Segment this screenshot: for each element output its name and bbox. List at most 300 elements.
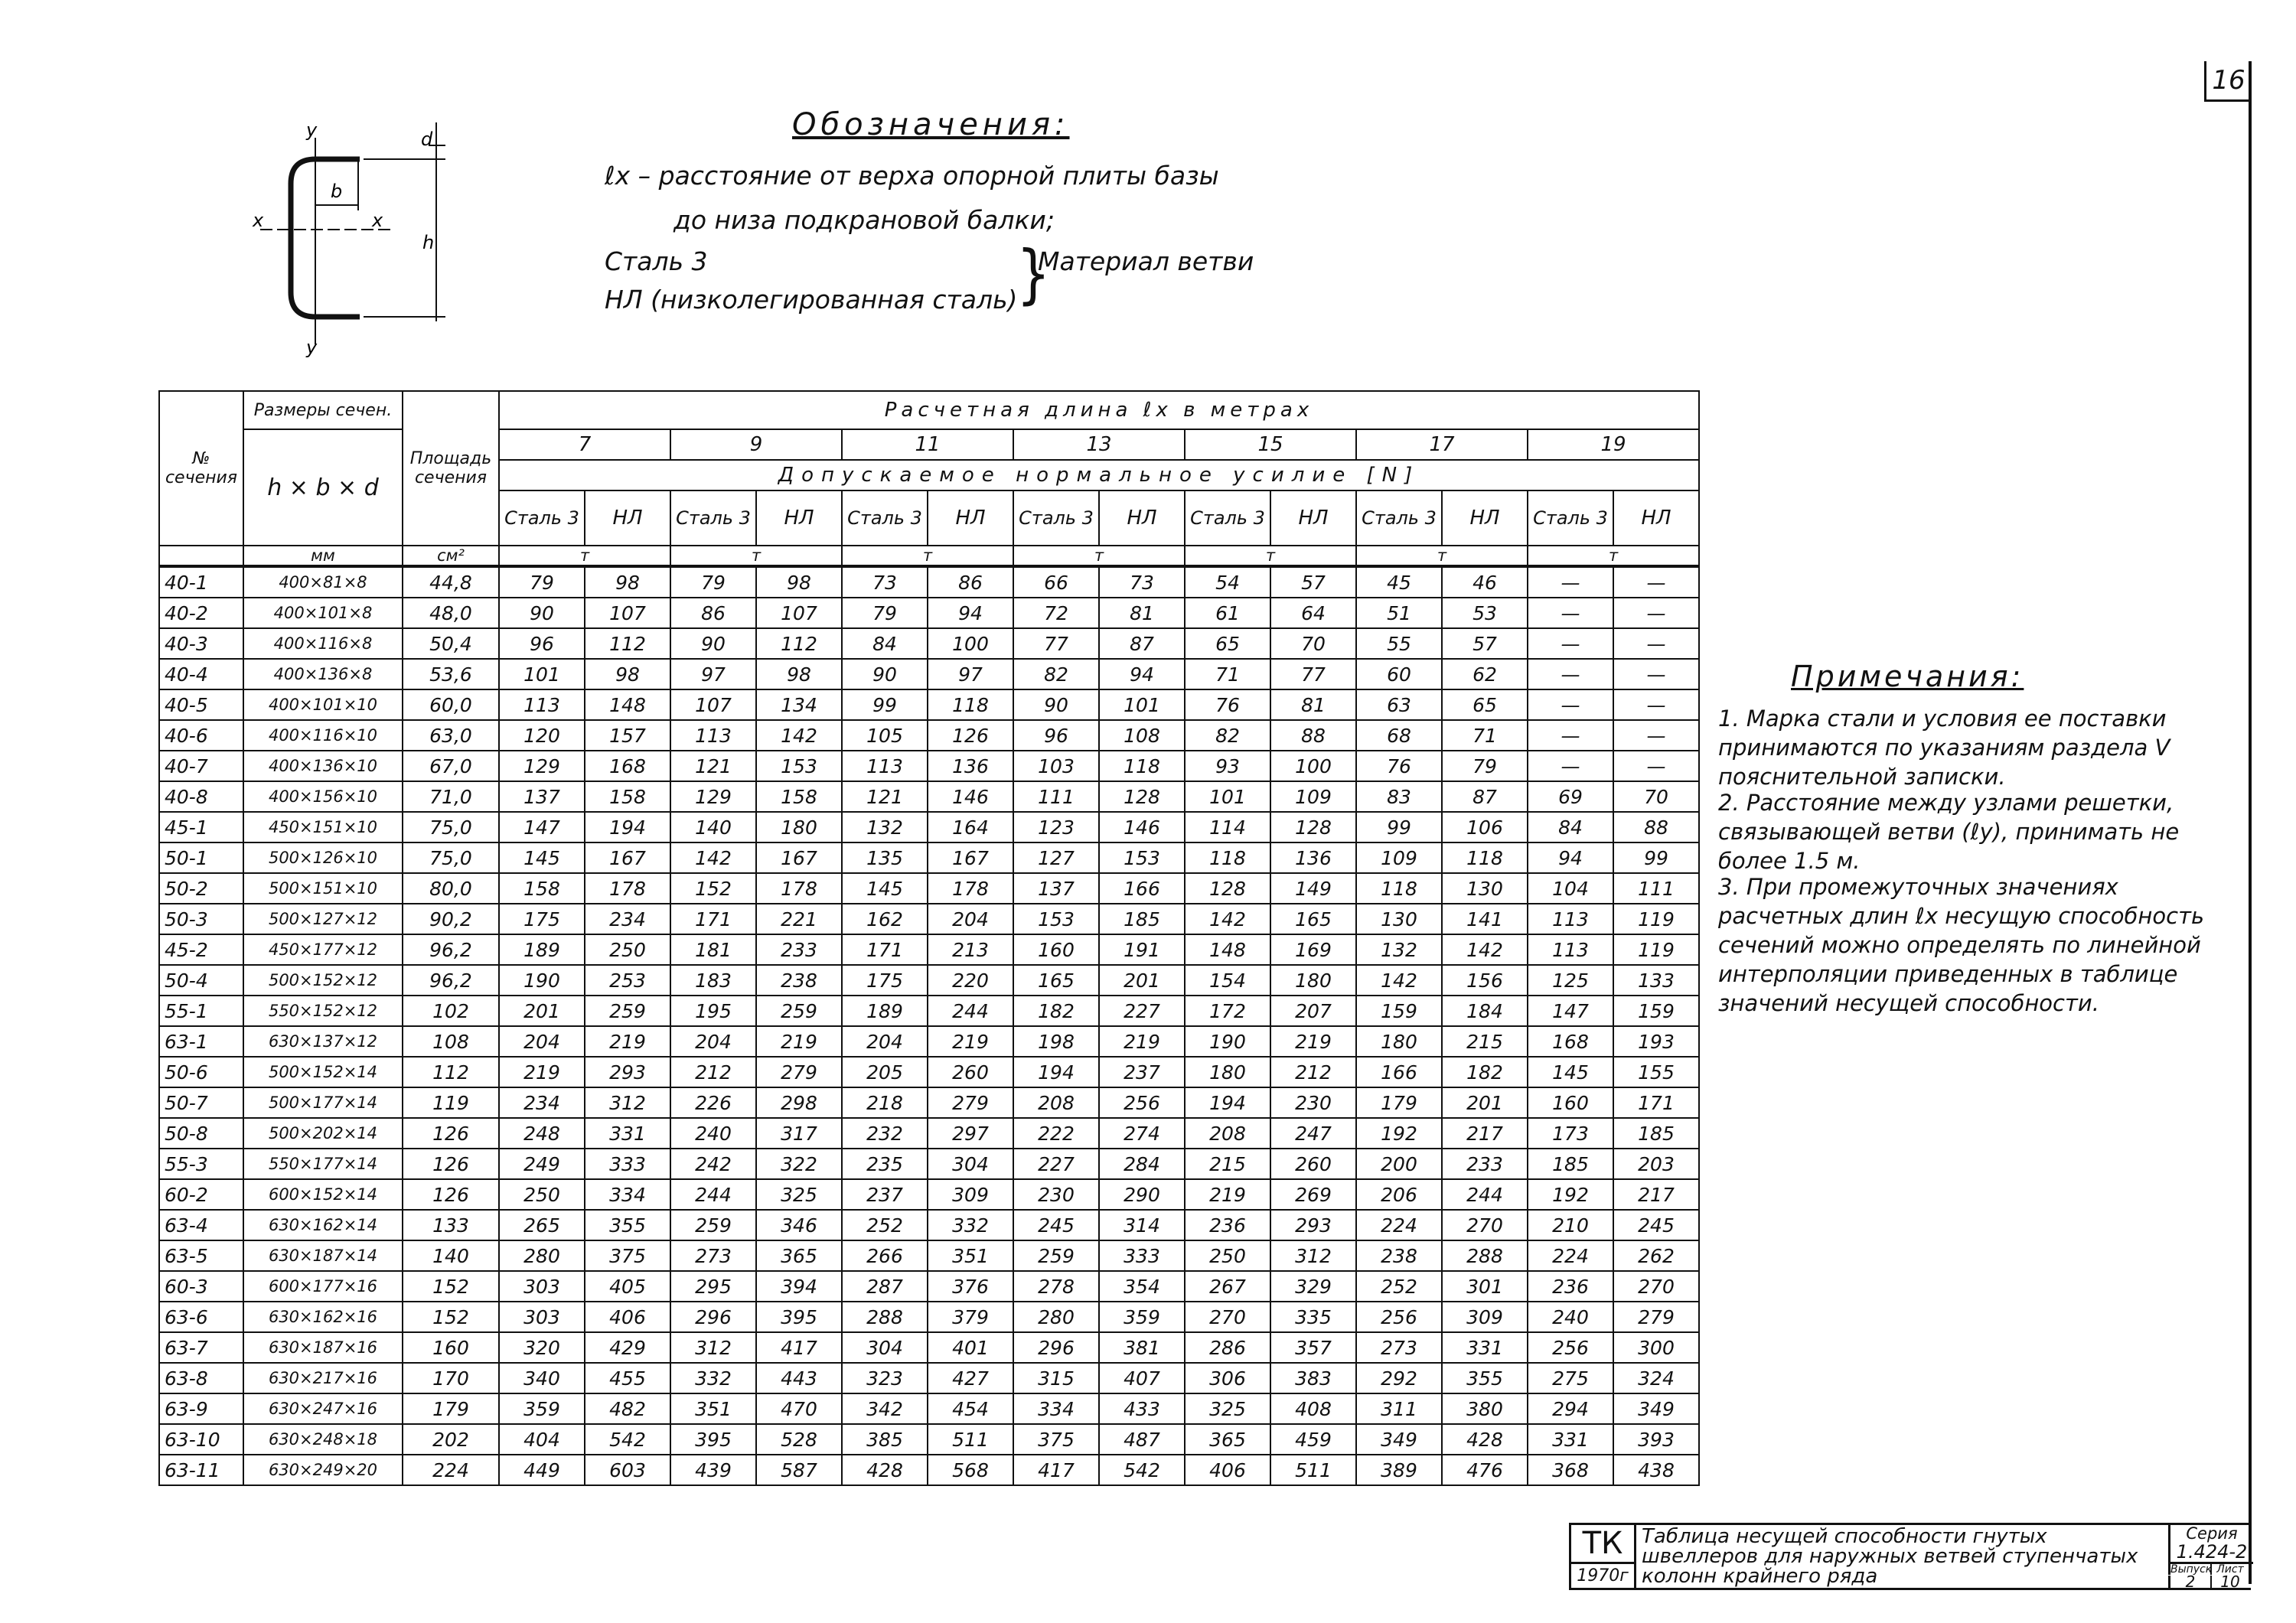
cell-area: 71,0 — [403, 781, 499, 812]
cell-force-value: 171 — [670, 904, 756, 934]
cell-force-value: 145 — [499, 842, 585, 873]
cell-section-no: 40-2 — [159, 598, 243, 628]
cell-section-no: 63-6 — [159, 1302, 243, 1332]
notes-title: Примечания: — [1791, 660, 2024, 693]
cell-force-value: 164 — [928, 812, 1013, 842]
table-row — [159, 1026, 1699, 1057]
figure-label-b: b — [331, 181, 343, 202]
cell-force-value: 357 — [1270, 1332, 1356, 1363]
cell-force-value: 171 — [1613, 1087, 1699, 1118]
cell-force-value: 107 — [585, 598, 670, 628]
table-row — [159, 1149, 1699, 1179]
header-len-11: 11 — [842, 429, 1013, 460]
table-row — [159, 1302, 1699, 1332]
cell-force-value: 334 — [1013, 1393, 1099, 1424]
cell-force-value: 99 — [1613, 842, 1699, 873]
header-steel3: Сталь 3 — [499, 490, 585, 546]
cell-force-value: 178 — [585, 873, 670, 904]
cell-force-value: 259 — [585, 996, 670, 1026]
legend-line-lx: ℓx – расстояние от верха опорной плиты базы — [605, 161, 1219, 191]
cell-force-value: 333 — [585, 1149, 670, 1179]
cell-force-value: 81 — [1270, 689, 1356, 720]
cell-force-value: 158 — [585, 781, 670, 812]
cell-force-value: 158 — [499, 873, 585, 904]
cell-force-value: 252 — [842, 1210, 928, 1240]
cell-force-value: 160 — [1013, 934, 1099, 965]
cell-force-value: 189 — [842, 996, 928, 1026]
cell-force-value: 179 — [1356, 1087, 1442, 1118]
cell-force-value: 82 — [1013, 659, 1099, 689]
cell-force-value: 127 — [1013, 842, 1099, 873]
cell-force-value: 69 — [1528, 781, 1613, 812]
title-block-series-label: Серия — [2168, 1525, 2253, 1542]
cell-force-value: 256 — [1099, 1087, 1185, 1118]
cell-force-value: 389 — [1356, 1455, 1442, 1485]
cell-force-value: 294 — [1528, 1393, 1613, 1424]
cell-size: 630×249×20 — [243, 1455, 403, 1485]
cell-force-value: 325 — [756, 1179, 842, 1210]
cell-force-value: 133 — [1613, 965, 1699, 996]
cell-force-value: 66 — [1013, 566, 1099, 598]
cell-force-value: 130 — [1356, 904, 1442, 934]
cell-force-value: 87 — [1442, 781, 1528, 812]
cell-area: 224 — [403, 1455, 499, 1485]
cell-force-value: 204 — [670, 1026, 756, 1057]
cell-force-value: 314 — [1099, 1210, 1185, 1240]
cell-force-value: 46 — [1442, 566, 1528, 598]
cell-force-value: 404 — [499, 1424, 585, 1455]
cell-force-value: 146 — [1099, 812, 1185, 842]
title-block-tk: ТК — [1571, 1525, 1636, 1564]
cell-force-value: 51 — [1356, 598, 1442, 628]
cell-force-value: 288 — [1442, 1240, 1528, 1271]
cell-force-value: 88 — [1613, 812, 1699, 842]
legend-brace: } — [1016, 236, 1051, 312]
cell-force-value: — — [1528, 689, 1613, 720]
table-row — [159, 965, 1699, 996]
cell-force-value: 346 — [756, 1210, 842, 1240]
cell-force-value: 201 — [499, 996, 585, 1026]
cell-force-value: 470 — [756, 1393, 842, 1424]
cell-section-no: 55-3 — [159, 1149, 243, 1179]
cell-force-value: 227 — [1099, 996, 1185, 1026]
table-row — [159, 1179, 1699, 1210]
cell-force-value: 100 — [928, 628, 1013, 659]
cell-force-value: 379 — [928, 1302, 1013, 1332]
cell-force-value: 217 — [1442, 1118, 1528, 1149]
cell-area: 44,8 — [403, 566, 499, 598]
cell-force-value: 142 — [1356, 965, 1442, 996]
cell-force-value: 94 — [1099, 659, 1185, 689]
cell-force-value: 167 — [928, 842, 1013, 873]
cell-area: 108 — [403, 1026, 499, 1057]
cell-force-value: — — [1528, 628, 1613, 659]
cell-force-value: 249 — [499, 1149, 585, 1179]
cell-force-value: 331 — [1528, 1424, 1613, 1455]
cell-force-value: 215 — [1185, 1149, 1270, 1179]
cell-force-value: 198 — [1013, 1026, 1099, 1057]
cell-size: 400×101×10 — [243, 689, 403, 720]
cell-force-value: 303 — [499, 1271, 585, 1302]
cell-force-value: 219 — [1270, 1026, 1356, 1057]
cell-section-no: 40-4 — [159, 659, 243, 689]
cell-force-value: 57 — [1270, 566, 1356, 598]
cell-force-value: 203 — [1613, 1149, 1699, 1179]
figure-label-y-top: y — [306, 119, 318, 141]
cell-section-no: 60-3 — [159, 1271, 243, 1302]
cell-force-value: 136 — [1270, 842, 1356, 873]
cell-force-value: 65 — [1442, 689, 1528, 720]
cell-force-value: 168 — [585, 751, 670, 781]
cell-force-value: 256 — [1528, 1332, 1613, 1363]
cell-force-value: 300 — [1613, 1332, 1699, 1363]
cell-force-value: 244 — [1442, 1179, 1528, 1210]
cell-force-value: 192 — [1528, 1179, 1613, 1210]
cell-force-value: 295 — [670, 1271, 756, 1302]
table-row — [159, 720, 1699, 751]
cell-size: 630×137×12 — [243, 1026, 403, 1057]
cell-force-value: 219 — [1099, 1026, 1185, 1057]
cell-force-value: 126 — [928, 720, 1013, 751]
cell-force-value: 290 — [1099, 1179, 1185, 1210]
cell-force-value: 129 — [499, 751, 585, 781]
cell-force-value: 256 — [1356, 1302, 1442, 1332]
cell-force-value: 206 — [1356, 1179, 1442, 1210]
cell-force-value: 98 — [756, 659, 842, 689]
cell-size: 400×81×8 — [243, 566, 403, 598]
cell-force-value: 159 — [1356, 996, 1442, 1026]
table-row — [159, 873, 1699, 904]
cell-force-value: 267 — [1185, 1271, 1270, 1302]
cell-force-value: 98 — [585, 659, 670, 689]
header-len-15: 15 — [1185, 429, 1356, 460]
table-row — [159, 812, 1699, 842]
cell-force-value: 405 — [585, 1271, 670, 1302]
cell-section-no: 50-2 — [159, 873, 243, 904]
cell-force-value: 195 — [670, 996, 756, 1026]
cell-force-value: 385 — [842, 1424, 928, 1455]
cell-force-value: 152 — [670, 873, 756, 904]
cell-area: 126 — [403, 1179, 499, 1210]
cell-force-value: 157 — [585, 720, 670, 751]
cell-force-value: 270 — [1185, 1302, 1270, 1332]
cell-force-value: 375 — [1013, 1424, 1099, 1455]
cell-force-value: 147 — [1528, 996, 1613, 1026]
cell-force-value: 315 — [1013, 1363, 1099, 1393]
cell-force-value: 97 — [670, 659, 756, 689]
cell-force-value: 417 — [1013, 1455, 1099, 1485]
cell-force-value: 98 — [756, 566, 842, 598]
cell-force-value: 511 — [1270, 1455, 1356, 1485]
cell-force-value: 148 — [1185, 934, 1270, 965]
cell-force-value: 142 — [1185, 904, 1270, 934]
cell-force-value: 274 — [1099, 1118, 1185, 1149]
unit-force: т — [1528, 546, 1699, 566]
cell-section-no: 63-1 — [159, 1026, 243, 1057]
cell-force-value: 109 — [1356, 842, 1442, 873]
cell-force-value: 244 — [928, 996, 1013, 1026]
cell-force-value: 334 — [585, 1179, 670, 1210]
cell-section-no: 63-4 — [159, 1210, 243, 1240]
cell-force-value: 192 — [1356, 1118, 1442, 1149]
cell-force-value: 219 — [928, 1026, 1013, 1057]
cell-section-no: 50-6 — [159, 1057, 243, 1087]
cell-force-value: 190 — [1185, 1026, 1270, 1057]
cell-section-no: 63-5 — [159, 1240, 243, 1271]
cell-force-value: 136 — [928, 751, 1013, 781]
cell-force-value: 96 — [1013, 720, 1099, 751]
cell-force-value: 132 — [842, 812, 928, 842]
cell-force-value: 82 — [1185, 720, 1270, 751]
cell-force-value: 146 — [928, 781, 1013, 812]
header-steel3: Сталь 3 — [1528, 490, 1613, 546]
cell-force-value: 312 — [585, 1087, 670, 1118]
cell-force-value: 130 — [1442, 873, 1528, 904]
table-row — [159, 904, 1699, 934]
cell-force-value: 303 — [499, 1302, 585, 1332]
cell-size: 500×127×12 — [243, 904, 403, 934]
cell-force-value: 351 — [928, 1240, 1013, 1271]
cell-force-value: 293 — [1270, 1210, 1356, 1240]
cell-force-value: 320 — [499, 1332, 585, 1363]
cell-force-value: 79 — [1442, 751, 1528, 781]
cell-area: 119 — [403, 1087, 499, 1118]
header-nl: НЛ — [1442, 490, 1528, 546]
cell-force-value: 278 — [1013, 1271, 1099, 1302]
cell-force-value: 476 — [1442, 1455, 1528, 1485]
note-1: 1. Марка стали и условия ее поставки принимаются по указаниям раздела V пояснительной записки. — [1718, 706, 2170, 790]
cell-force-value: 194 — [1013, 1057, 1099, 1087]
header-len-9: 9 — [670, 429, 842, 460]
legend-nl: НЛ (низколегированная сталь) — [605, 285, 1018, 314]
unit-size: мм — [243, 546, 403, 566]
cell-force-value: 408 — [1270, 1393, 1356, 1424]
cell-force-value: 204 — [842, 1026, 928, 1057]
cell-force-value: 182 — [1013, 996, 1099, 1026]
cell-force-value: 101 — [1099, 689, 1185, 720]
cell-size: 630×162×14 — [243, 1210, 403, 1240]
cell-force-value: 119 — [1613, 904, 1699, 934]
legend-title: Обозначения: — [792, 107, 1070, 142]
cell-section-no: 50-3 — [159, 904, 243, 934]
cell-force-value: 113 — [1528, 934, 1613, 965]
cell-force-value: 129 — [670, 781, 756, 812]
channel-section-figure — [230, 115, 475, 360]
cell-force-value: 141 — [1442, 904, 1528, 934]
cell-force-value: 331 — [1442, 1332, 1528, 1363]
cell-force-value: 148 — [585, 689, 670, 720]
unit-force: т — [670, 546, 842, 566]
cell-force-value: 433 — [1099, 1393, 1185, 1424]
cell-force-value: 232 — [842, 1118, 928, 1149]
cell-force-value: 247 — [1270, 1118, 1356, 1149]
cell-force-value: 417 — [756, 1332, 842, 1363]
header-nl: НЛ — [585, 490, 670, 546]
cell-force-value: 93 — [1185, 751, 1270, 781]
header-force: Допускаемое нормальное усилие [N] — [499, 460, 1699, 490]
cell-force-value: 183 — [670, 965, 756, 996]
capacity-table — [158, 390, 1700, 1486]
cell-force-value: 309 — [1442, 1302, 1528, 1332]
cell-force-value: 121 — [842, 781, 928, 812]
cell-force-value: 103 — [1013, 751, 1099, 781]
cell-force-value: 94 — [928, 598, 1013, 628]
cell-force-value: 135 — [842, 842, 928, 873]
cell-force-value: 587 — [756, 1455, 842, 1485]
cell-force-value: 542 — [585, 1424, 670, 1455]
cell-force-value: 301 — [1442, 1271, 1528, 1302]
cell-force-value: 166 — [1356, 1057, 1442, 1087]
cell-force-value: 221 — [756, 904, 842, 934]
cell-force-value: 335 — [1270, 1302, 1356, 1332]
header-nl: НЛ — [928, 490, 1013, 546]
cell-size: 630×217×16 — [243, 1363, 403, 1393]
header-nl: НЛ — [756, 490, 842, 546]
cell-force-value: 248 — [499, 1118, 585, 1149]
cell-size: 450×151×10 — [243, 812, 403, 842]
cell-force-value: — — [1613, 566, 1699, 598]
cell-force-value: 237 — [842, 1179, 928, 1210]
table-row — [159, 781, 1699, 812]
cell-force-value: 193 — [1613, 1026, 1699, 1057]
cell-force-value: 293 — [585, 1057, 670, 1087]
cell-force-value: 260 — [928, 1057, 1013, 1087]
cell-force-value: 96 — [499, 628, 585, 659]
cell-force-value: 158 — [756, 781, 842, 812]
cell-force-value: 296 — [670, 1302, 756, 1332]
cell-force-value: 172 — [1185, 996, 1270, 1026]
cell-size: 630×187×16 — [243, 1332, 403, 1363]
cell-force-value: 185 — [1613, 1118, 1699, 1149]
cell-force-value: 454 — [928, 1393, 1013, 1424]
legend-steel3: Сталь 3 — [605, 246, 708, 276]
cell-force-value: 288 — [842, 1302, 928, 1332]
cell-force-value: 287 — [842, 1271, 928, 1302]
table-row — [159, 1363, 1699, 1393]
title-block-vypusk-label: Выпуск — [2168, 1564, 2212, 1575]
cell-force-value: 53 — [1442, 598, 1528, 628]
cell-force-value: 142 — [670, 842, 756, 873]
channel-outline — [291, 159, 360, 317]
cell-area: 53,6 — [403, 659, 499, 689]
header-size-formula: h × b × d — [243, 429, 403, 546]
cell-area: 96,2 — [403, 934, 499, 965]
cell-size: 500×202×14 — [243, 1118, 403, 1149]
cell-force-value: 54 — [1185, 566, 1270, 598]
cell-force-value: 375 — [585, 1240, 670, 1271]
cell-force-value: 105 — [842, 720, 928, 751]
cell-force-value: 429 — [585, 1332, 670, 1363]
cell-force-value: 309 — [928, 1179, 1013, 1210]
cell-force-value: 236 — [1528, 1271, 1613, 1302]
cell-force-value: — — [1613, 628, 1699, 659]
cell-force-value: 106 — [1442, 812, 1528, 842]
table-row — [159, 659, 1699, 689]
title-block-title: Таблица несущей способности гнутых швеллеров для наружных ветвей ступенчатых колонн крайнего ряда — [1642, 1525, 2138, 1588]
cell-size: 600×177×16 — [243, 1271, 403, 1302]
cell-force-value: 100 — [1270, 751, 1356, 781]
cell-force-value: 108 — [1099, 720, 1185, 751]
cell-force-value: 428 — [1442, 1424, 1528, 1455]
cell-section-no: 45-1 — [159, 812, 243, 842]
cell-force-value: 395 — [670, 1424, 756, 1455]
cell-force-value: 128 — [1185, 873, 1270, 904]
cell-force-value: 107 — [756, 598, 842, 628]
cell-force-value: 71 — [1442, 720, 1528, 751]
cell-force-value: 90 — [1013, 689, 1099, 720]
cell-force-value: 342 — [842, 1393, 928, 1424]
cell-force-value: 140 — [670, 812, 756, 842]
header-steel3: Сталь 3 — [1185, 490, 1270, 546]
cell-force-value: 118 — [1099, 751, 1185, 781]
cell-force-value: 194 — [1185, 1087, 1270, 1118]
cell-force-value: 153 — [756, 751, 842, 781]
cell-force-value: 63 — [1356, 689, 1442, 720]
table-row — [159, 1332, 1699, 1363]
cell-force-value: 275 — [1528, 1363, 1613, 1393]
cell-force-value: 234 — [499, 1087, 585, 1118]
title-block-list-label: Лист — [2216, 1563, 2244, 1576]
cell-force-value: 175 — [842, 965, 928, 996]
cell-size: 400×136×10 — [243, 751, 403, 781]
cell-force-value: 81 — [1099, 598, 1185, 628]
cell-force-value: 167 — [756, 842, 842, 873]
cell-section-no: 40-8 — [159, 781, 243, 812]
cell-force-value: 213 — [928, 934, 1013, 965]
cell-size: 600×152×14 — [243, 1179, 403, 1210]
cell-area: 80,0 — [403, 873, 499, 904]
cell-force-value: 114 — [1185, 812, 1270, 842]
cell-force-value: 212 — [1270, 1057, 1356, 1087]
cell-force-value: 109 — [1270, 781, 1356, 812]
cell-section-no: 40-5 — [159, 689, 243, 720]
cell-force-value: 190 — [499, 965, 585, 996]
cell-force-value: 111 — [1613, 873, 1699, 904]
cell-force-value: 284 — [1099, 1149, 1185, 1179]
header-len-17: 17 — [1356, 429, 1528, 460]
cell-area: 140 — [403, 1240, 499, 1271]
cell-force-value: 121 — [670, 751, 756, 781]
cell-area: 152 — [403, 1302, 499, 1332]
table-row — [159, 1455, 1699, 1485]
cell-force-value: 113 — [842, 751, 928, 781]
table-row — [159, 1087, 1699, 1118]
cell-force-value: 259 — [756, 996, 842, 1026]
cell-force-value: 393 — [1613, 1424, 1699, 1455]
cell-force-value: 113 — [499, 689, 585, 720]
cell-force-value: 165 — [1270, 904, 1356, 934]
cell-force-value: 119 — [1613, 934, 1699, 965]
cell-force-value: 159 — [1613, 996, 1699, 1026]
cell-force-value: 153 — [1013, 904, 1099, 934]
cell-force-value: 273 — [1356, 1332, 1442, 1363]
cell-force-value: 180 — [1356, 1026, 1442, 1057]
cell-force-value: 137 — [1013, 873, 1099, 904]
cell-force-value: 61 — [1185, 598, 1270, 628]
cell-area: 112 — [403, 1057, 499, 1087]
page-number: 16 — [2204, 61, 2251, 102]
cell-force-value: 407 — [1099, 1363, 1185, 1393]
unit-force: т — [1013, 546, 1185, 566]
title-block-year: 1970г — [1571, 1564, 1636, 1588]
note-3: 3. При промежуточных значениях расчетных длин ℓx несущую способность сечений можно определять по линейной интерполяции приведенных в таблице значений несущей способности. — [1718, 874, 2205, 1016]
cell-size: 550×177×14 — [243, 1149, 403, 1179]
note-2: 2. Расстояние между узлами решетки, связывающей ветви (ℓy), принимать не более 1.5 м. — [1718, 790, 2180, 874]
title-block — [1569, 1523, 2251, 1590]
cell-force-value: 238 — [756, 965, 842, 996]
cell-force-value: 260 — [1270, 1149, 1356, 1179]
cell-force-value: 104 — [1528, 873, 1613, 904]
